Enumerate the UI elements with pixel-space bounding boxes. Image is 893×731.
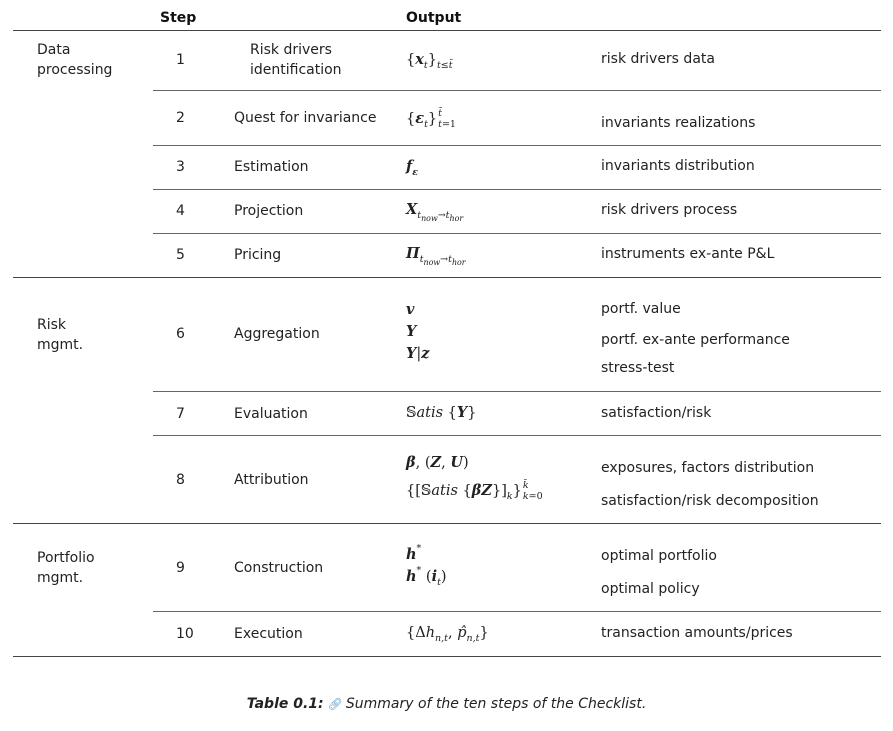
row-divider <box>153 391 881 392</box>
header-step: Step <box>160 10 197 26</box>
output-formula: Y <box>406 323 417 340</box>
group-label-line: mgmt. <box>37 337 84 353</box>
output-description: portf. ex-ante performance <box>601 332 790 348</box>
group-portfolio-mgmt <box>37 548 95 588</box>
output-description: invariants realizations <box>601 115 756 131</box>
output-formula: {[𝕊atis $\{\beta Z\}]_k$} k̄ k=0 <box>406 480 543 502</box>
output-description: invariants distribution <box>601 158 755 174</box>
group-risk-mgmt <box>37 315 83 355</box>
output-formula: β, (Z, U) <box>406 454 469 471</box>
group-divider <box>13 523 881 524</box>
output-formula: h* $(i_t)$ <box>406 565 447 588</box>
group-data-processing <box>37 40 112 80</box>
row-divider <box>153 145 881 146</box>
group-label-line: processing <box>37 62 113 78</box>
row-divider <box>153 435 881 436</box>
step-number: 8 <box>176 472 185 488</box>
step-number: 2 <box>176 110 185 126</box>
link-icon[interactable]: 🔗︎ <box>327 697 343 711</box>
row-divider <box>153 90 881 91</box>
group-label-line: Risk <box>37 317 67 333</box>
step-number: 5 <box>176 247 185 263</box>
step-name: Execution <box>234 626 303 642</box>
output-formula: $\{\varepsilon_t\}$ t̄ t=1 <box>406 108 456 130</box>
step-name: Aggregation <box>234 326 320 342</box>
step-name: Construction <box>234 560 324 576</box>
row-divider <box>153 189 881 190</box>
step-name-line: Risk drivers <box>250 42 332 58</box>
output-description: transaction amounts/prices <box>601 625 793 641</box>
caption-text: Summary of the ten steps of the Checklist. <box>345 696 647 712</box>
output-description: optimal policy <box>601 581 700 597</box>
output-description: risk drivers data <box>601 51 715 67</box>
output-formula: $\{x_t\}_{t\le t̄}$ <box>406 51 453 71</box>
step-number: 10 <box>176 626 194 642</box>
table-bottom-rule <box>13 656 881 657</box>
step-name: Attribution <box>234 472 309 488</box>
row-divider <box>153 233 881 234</box>
group-label-line: Portfolio <box>37 550 95 566</box>
table-top-rule <box>13 30 881 31</box>
group-label-line: Data <box>37 42 71 58</box>
output-formula: $X_{t_{now}\to t_{hor}}$ <box>406 201 464 223</box>
group-divider <box>13 277 881 278</box>
step-name: Evaluation <box>234 406 308 422</box>
group-label-line: mgmt. <box>37 570 84 586</box>
output-formula: {$\Delta h_{n,t}$, $p̂_{n,t}$} <box>406 625 489 644</box>
step-name: Estimation <box>234 159 309 175</box>
output-formula: $f_\varepsilon$ <box>406 158 419 178</box>
step-number: 6 <box>176 326 185 342</box>
output-formula: v <box>406 301 415 318</box>
step-name: Projection <box>234 203 304 219</box>
caption-label: Table 0.1: <box>246 696 324 712</box>
step-number: 1 <box>176 52 185 68</box>
step-name: Quest for invariance <box>234 110 377 126</box>
output-description: optimal portfolio <box>601 548 717 564</box>
output-formula: Y|z <box>406 345 430 362</box>
step-name-line: identification <box>250 62 342 78</box>
output-description: satisfaction/risk <box>601 405 712 421</box>
output-formula: $\Pi_{t_{now}\to t_{hor}}$ <box>406 245 466 267</box>
output-formula: h* <box>406 543 422 563</box>
output-description: instruments ex-ante P&L <box>601 246 775 262</box>
step-name: Pricing <box>234 247 282 263</box>
step-name <box>250 40 342 80</box>
output-formula: 𝕊atis {Y} <box>406 404 477 421</box>
step-number: 4 <box>176 203 185 219</box>
header-output: Output <box>406 10 462 26</box>
output-description: portf. value <box>601 301 681 317</box>
row-divider <box>153 611 881 612</box>
step-number: 7 <box>176 406 185 422</box>
table-caption <box>0 696 893 712</box>
output-description: satisfaction/risk decomposition <box>601 493 819 509</box>
step-number: 3 <box>176 159 185 175</box>
output-description: risk drivers process <box>601 202 738 218</box>
step-number: 9 <box>176 560 185 576</box>
output-description: exposures, factors distribution <box>601 460 815 476</box>
output-description: stress-test <box>601 360 675 376</box>
